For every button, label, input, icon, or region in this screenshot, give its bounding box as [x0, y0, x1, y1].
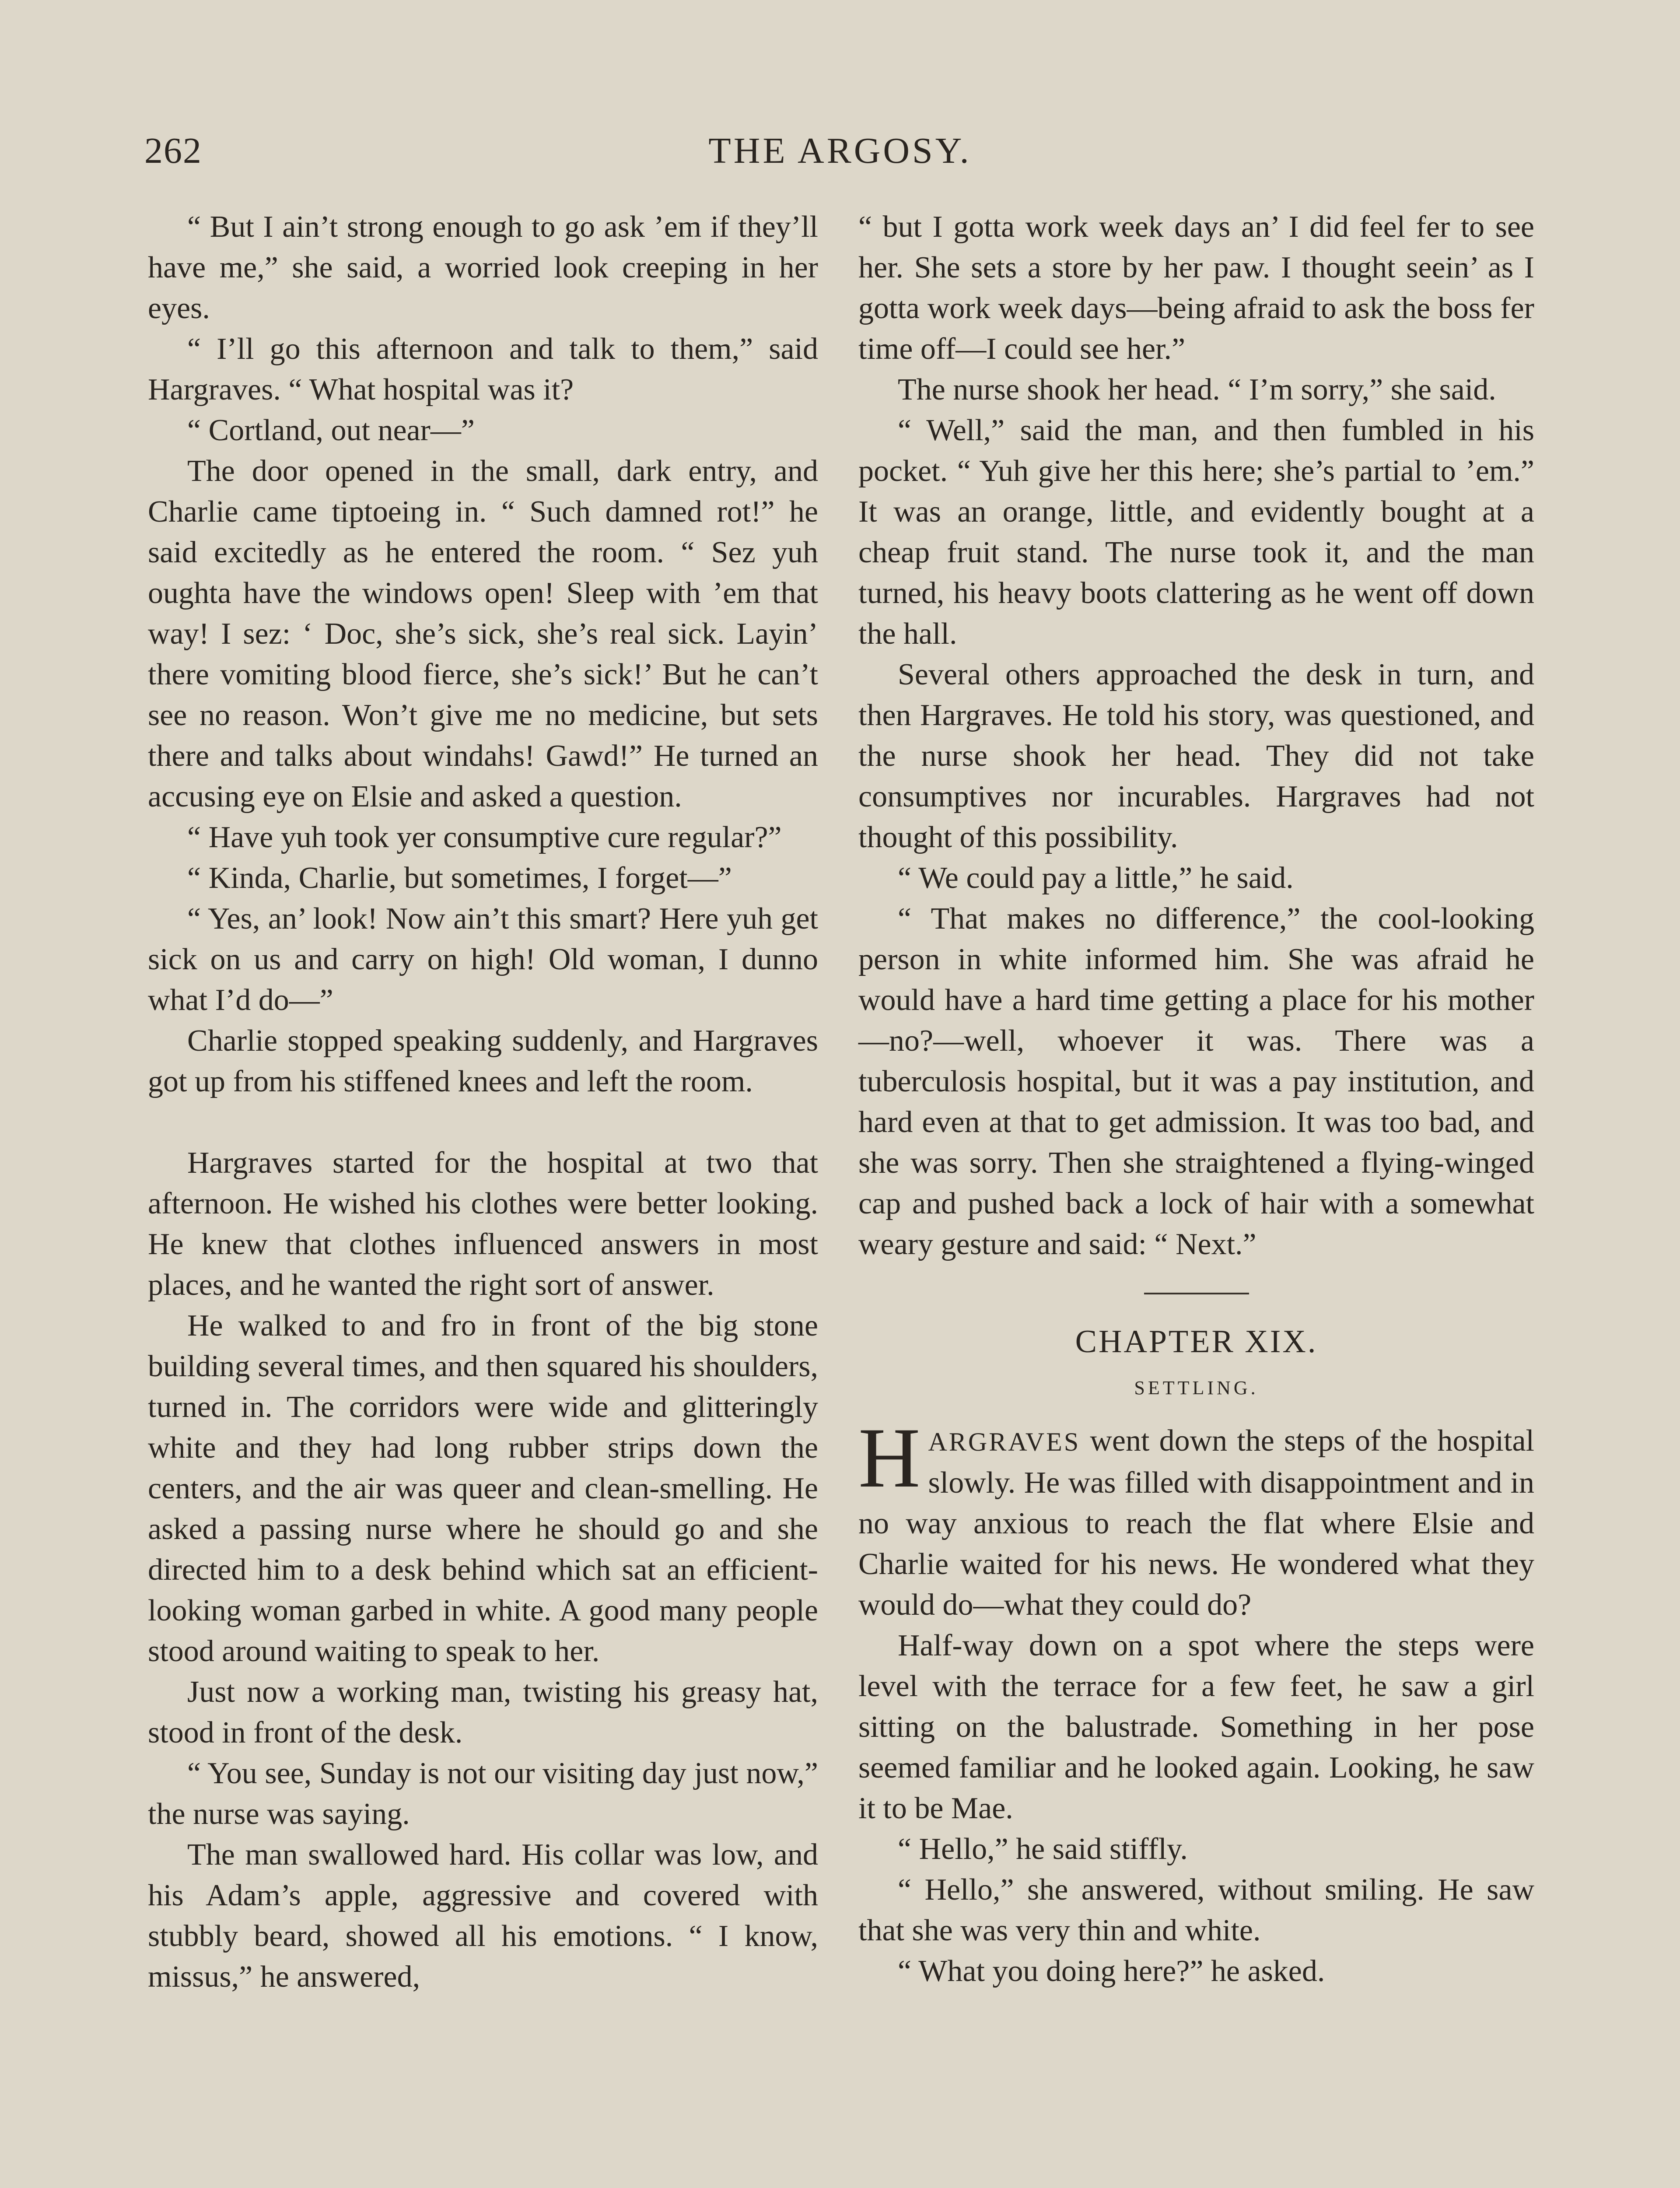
lead-caps: ARGRAVES	[928, 1427, 1081, 1456]
chapter-subtitle: SETTLING.	[1134, 1377, 1259, 1399]
drop-cap: H	[858, 1410, 920, 1505]
paragraph: “ Hello,” he said stiffly.	[898, 1832, 1188, 1866]
paragraph: “ Kinda, Charlie, but sometimes, I forget—”	[187, 861, 732, 895]
page-number: 262	[144, 130, 202, 171]
paragraph: “ I’ll go this afternoon and talk to them,” said Hargraves. “ What hospital was it?	[148, 332, 818, 407]
paragraph: Just now a working man, twisting his greasy hat, stood in front of the desk.	[148, 1675, 818, 1750]
paragraph: Charlie stopped speaking suddenly, and Hargraves got up from his stiffened knees and left the room.	[148, 1024, 818, 1098]
paragraph: Half-way down on a spot where the steps were level with the terrace for a few feet, he saw a girl sitting on the balustrade. Something in her pose seemed familiar and he looked again. Looking, he saw it to be Mae.	[858, 1629, 1534, 1825]
section-divider	[1144, 1293, 1249, 1294]
paragraph: “ Have yuh took yer consumptive cure regular?”	[187, 820, 782, 854]
paragraph: The nurse shook her head. “ I’m sorry,” she said.	[898, 373, 1496, 407]
opening-text: went down the steps of the hospital slowly. He was filled with disappointment and in no way anxious to reach the flat where Elsie and Charlie waited for his news. He wondered what they would do—what they could do?	[858, 1424, 1534, 1622]
paragraph: The man swallowed hard. His collar was low, and his Adam’s apple, aggressive and covered with stubbly beard, showed all his emotions. “ I know, missus,” he answered,	[148, 1838, 818, 1994]
paragraph: “ What you doing here?” he asked.	[898, 1954, 1325, 1988]
paragraph: “ Hello,” she answered, without smiling. He saw that she was very thin and white.	[858, 1873, 1534, 1947]
paragraph: “ We could pay a little,” he said.	[898, 861, 1294, 895]
paragraph: “ But I ain’t strong enough to go ask ’em if they’ll have me,” she said, a worried look creeping in her eyes.	[148, 210, 818, 325]
left-column	[148, 207, 818, 1997]
chapter-opening-paragraph	[858, 1410, 1534, 1625]
chapter-title: CHAPTER XIX.	[1075, 1324, 1318, 1360]
paragraph: Hargraves started for the hospital at two that afternoon. He wished his clothes were better looking. He knew that clothes influenced answers in most places, and he wanted the right sort of answer.	[148, 1146, 818, 1302]
paragraph: He walked to and fro in front of the big stone building several times, and then squared his shoulders, turned in. The corridors were wide and glitteringly white and they had long rubber strips down the centers, and the air was queer and clean-smelling. He asked a passing nurse where he should go and she directed him to a desk behind which sat an efficient-looking woman garbed in white. A good many people stood around waiting to speak to her.	[148, 1309, 818, 1668]
paragraph: “ That makes no difference,” the cool-looking person in white informed him. She was afraid he would have a hard time getting a place for his mother—no?—well, whoever it was. There was a tuberculosis hospital, but it was a pay institution, and hard even at that to get admission. It was too bad, and she was sorry. Then she straightened a flying-winged cap and pushed back a lock of hair with a somewhat weary gesture and said: “ Next.”	[858, 902, 1534, 1261]
right-column	[858, 207, 1534, 1992]
paragraph: Several others approached the desk in turn, and then Hargraves. He told his story, was questioned, and the nurse shook her head. They did not take consumptives nor incurables. Hargraves had not thought of this possibility.	[858, 658, 1534, 854]
paragraph: “ You see, Sunday is not our visiting day just now,” the nurse was saying.	[148, 1757, 818, 1831]
running-head: THE ARGOSY.	[708, 130, 972, 171]
paragraph: “ Cortland, out near—”	[187, 414, 475, 447]
paragraph: The door opened in the small, dark entry, and Charlie came tiptoeing in. “ Such damned rot!” he said excitedly as he entered the room. “ Sez yuh oughta have the windows open! Sleep with ’em that way! I sez: ‘ Doc, she’s sick, she’s real sick. Layin’ there vomiting blood fierce, she’s sick!’ But he can’t see no reason. Won’t give me no medicine, but sets there and talks about windahs! Gawd!” He turned an accusing eye on Elsie and asked a question.	[148, 454, 818, 813]
paragraph: “ Yes, an’ look! Now ain’t this smart? Here yuh get sick on us and carry on high! Old woman, I dunno what I’d do—”	[148, 902, 818, 1017]
paragraph: “ but I gotta work week days an’ I did feel fer to see her. She sets a store by her paw. I thought seein’ as I gotta work week days—being afraid to ask the boss fer time off—I could see her.”	[858, 210, 1534, 366]
paragraph: “ Well,” said the man, and then fumbled in his pocket. “ Yuh give her this here; she’s partial to ’em.” It was an orange, little, and evidently bought at a cheap fruit stand. The nurse took it, and the man turned, his heavy boots clattering as he went off down the hall.	[858, 414, 1534, 651]
